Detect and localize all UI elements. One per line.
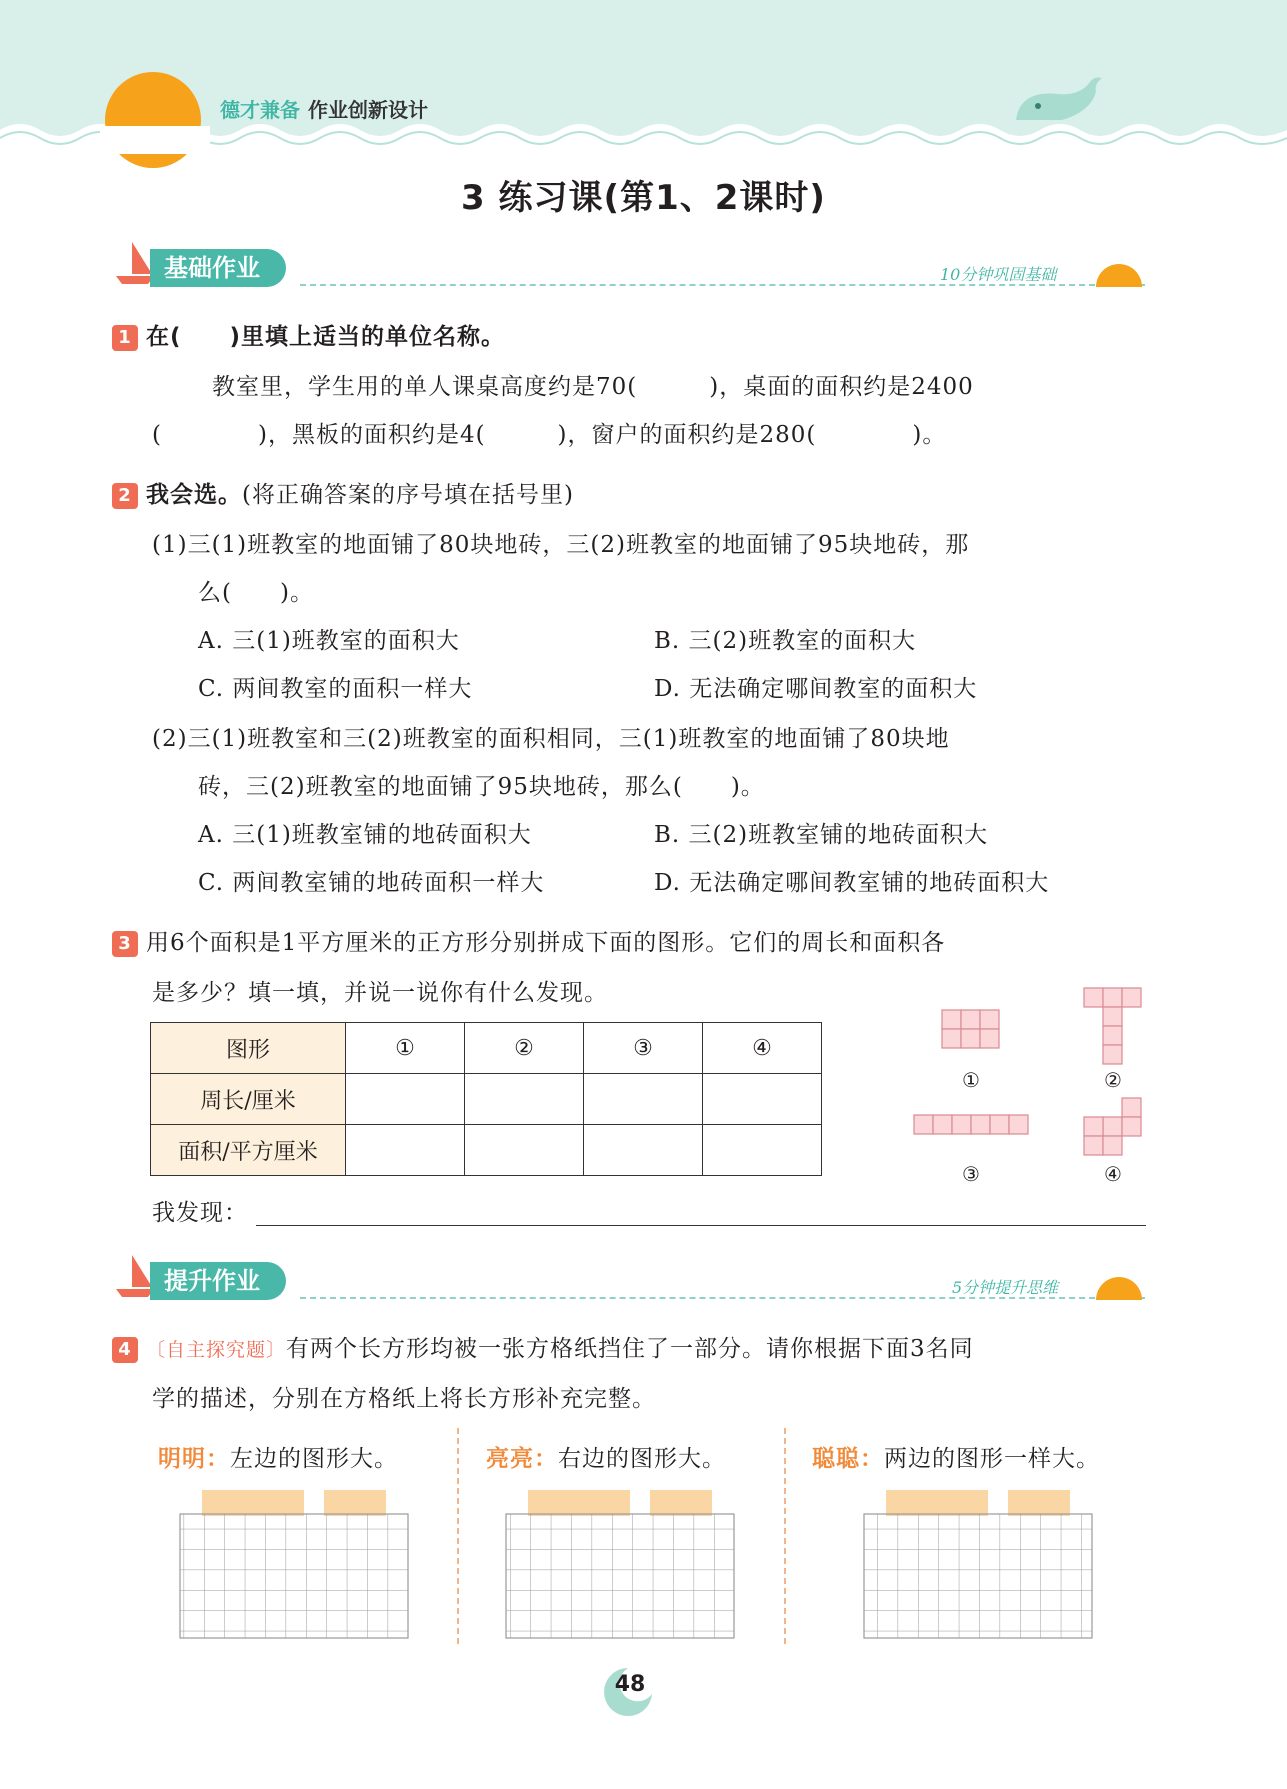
shape-2 xyxy=(1084,988,1141,1064)
student-name: 聪聪： xyxy=(812,1446,884,1472)
q4-line1 xyxy=(112,1330,974,1363)
section-basic-note: 10分钟巩固基础 xyxy=(940,265,1057,284)
section-advance-label: 提升作业 xyxy=(150,1262,286,1300)
find-answer-line[interactable] xyxy=(256,1225,1146,1226)
q2-prompt-note: (将正确答案的序号填在括号里) xyxy=(242,482,574,508)
student-liangliang xyxy=(486,1440,726,1473)
student-statement: 右边的图形大。 xyxy=(558,1446,726,1472)
find-label: 我发现： xyxy=(152,1200,248,1226)
small-sun-icon xyxy=(1096,1277,1142,1300)
student-statement: 左边的图形大。 xyxy=(230,1446,398,1472)
q1-prompt xyxy=(112,318,505,351)
shape-label-4: ④ xyxy=(1104,1162,1122,1186)
q4-number: 4 xyxy=(112,1337,138,1363)
answer-cell[interactable] xyxy=(346,1125,465,1176)
q1-line1: 教室里，学生用的单人课桌高度约是70( )，桌面的面积约是2400 xyxy=(212,374,974,400)
q2-p2-line2: 砖，三(2)班教室的地面铺了95块地砖，那么( )。 xyxy=(198,774,765,800)
answer-cell[interactable] xyxy=(346,1074,465,1125)
whale-icon xyxy=(1010,72,1110,132)
brand-secondary: 作业创新设计 xyxy=(308,98,428,122)
table-row-header: 周长/厘米 xyxy=(151,1074,346,1125)
shape-4 xyxy=(1084,1098,1141,1155)
section-basic-label: 基础作业 xyxy=(150,249,286,287)
q2-prompt xyxy=(112,476,574,509)
table-row xyxy=(151,1074,822,1125)
q2-p1-option-d: D. 无法确定哪间教室的面积大 xyxy=(654,676,978,702)
q2-p1-line1: (1)三(1)班教室的地面铺了80块地砖，三(2)班教室的地面铺了95块地砖，那 xyxy=(152,532,970,558)
answer-cell[interactable] xyxy=(703,1125,822,1176)
q1-prompt-text: 在( )里填上适当的单位名称。 xyxy=(146,324,506,350)
shape-label-3: ③ xyxy=(962,1162,980,1186)
q2-p2-option-d: D. 无法确定哪间教室铺的地砖面积大 xyxy=(654,870,1050,896)
table-row xyxy=(151,1125,822,1176)
table-col-header: ③ xyxy=(584,1023,703,1074)
brand xyxy=(220,94,428,123)
q2-number: 2 xyxy=(112,483,138,509)
shape-label-2: ② xyxy=(1104,1068,1122,1092)
table-col-header: ④ xyxy=(703,1023,822,1074)
answer-cell[interactable] xyxy=(584,1074,703,1125)
q3-line1 xyxy=(112,924,945,957)
shape-label-1: ① xyxy=(962,1068,980,1092)
section-advance-note: 5分钟提升思维 xyxy=(952,1278,1059,1297)
small-sun-icon xyxy=(1096,264,1142,287)
q2-p2-option-c: C. 两间教室铺的地砖面积一样大 xyxy=(198,870,545,896)
shape-3 xyxy=(914,1115,1028,1134)
student-mingming xyxy=(158,1440,398,1473)
q2-prompt-text: 我会选。 xyxy=(146,482,242,508)
shape-1 xyxy=(942,1010,999,1048)
q1-number: 1 xyxy=(112,325,138,351)
page-title: 3 练习课(第1、2课时) xyxy=(461,178,826,218)
table-row-header: 面积/平方厘米 xyxy=(151,1125,346,1176)
q4-grids xyxy=(0,1488,1287,1640)
q4-line1-text: 有两个长方形均被一张方格纸挡住了一部分。请你根据下面3名同 xyxy=(286,1336,974,1362)
q3-line1-text: 用6个面积是1平方厘米的正方形分别拼成下面的图形。它们的周长和面积各 xyxy=(146,930,946,956)
q3-line2: 是多少？填一填，并说一说你有什么发现。 xyxy=(152,980,608,1006)
answer-cell[interactable] xyxy=(703,1074,822,1125)
grid-mingming[interactable] xyxy=(180,1490,408,1638)
q2-p1-option-c: C. 两间教室的面积一样大 xyxy=(198,676,473,702)
table-col-header: ② xyxy=(465,1023,584,1074)
q2-p2-option-b: B. 三(2)班教室铺的地砖面积大 xyxy=(654,822,989,848)
table-row xyxy=(151,1023,822,1074)
answer-cell[interactable] xyxy=(465,1125,584,1176)
table-col-header: ① xyxy=(346,1023,465,1074)
student-name: 明明： xyxy=(158,1446,230,1472)
answer-cell[interactable] xyxy=(465,1074,584,1125)
answer-cell[interactable] xyxy=(584,1125,703,1176)
student-name: 亮亮： xyxy=(486,1446,558,1472)
q2-p2-option-a: A. 三(1)班教室铺的地砖面积大 xyxy=(198,822,532,848)
grid-congcong[interactable] xyxy=(864,1490,1092,1638)
brand-primary: 德才兼备 xyxy=(220,98,300,122)
grid-liangliang[interactable] xyxy=(506,1490,734,1638)
q4-tag: 〔自主探究题〕 xyxy=(146,1339,287,1361)
q1-line2: ( )，黑板的面积约是4( )，窗户的面积约是280( )。 xyxy=(152,422,947,448)
q4-line2: 学的描述，分别在方格纸上将长方形补充完整。 xyxy=(152,1386,656,1412)
q3-number: 3 xyxy=(112,931,138,957)
student-congcong xyxy=(812,1440,1100,1473)
q2-p1-option-a: A. 三(1)班教室的面积大 xyxy=(198,628,460,654)
q2-p1-line2: 么( )。 xyxy=(198,580,314,606)
table-row-header: 图形 xyxy=(151,1023,346,1074)
q2-p1-option-b: B. 三(2)班教室的面积大 xyxy=(654,628,917,654)
page-number: 48 xyxy=(614,1672,646,1697)
sun-mask xyxy=(100,126,210,154)
student-statement: 两边的图形一样大。 xyxy=(884,1446,1100,1472)
q3-table xyxy=(150,1022,822,1176)
q2-p2-line1: (2)三(1)班教室和三(2)班教室的面积相同，三(1)班教室的地面铺了80块地 xyxy=(152,726,950,752)
